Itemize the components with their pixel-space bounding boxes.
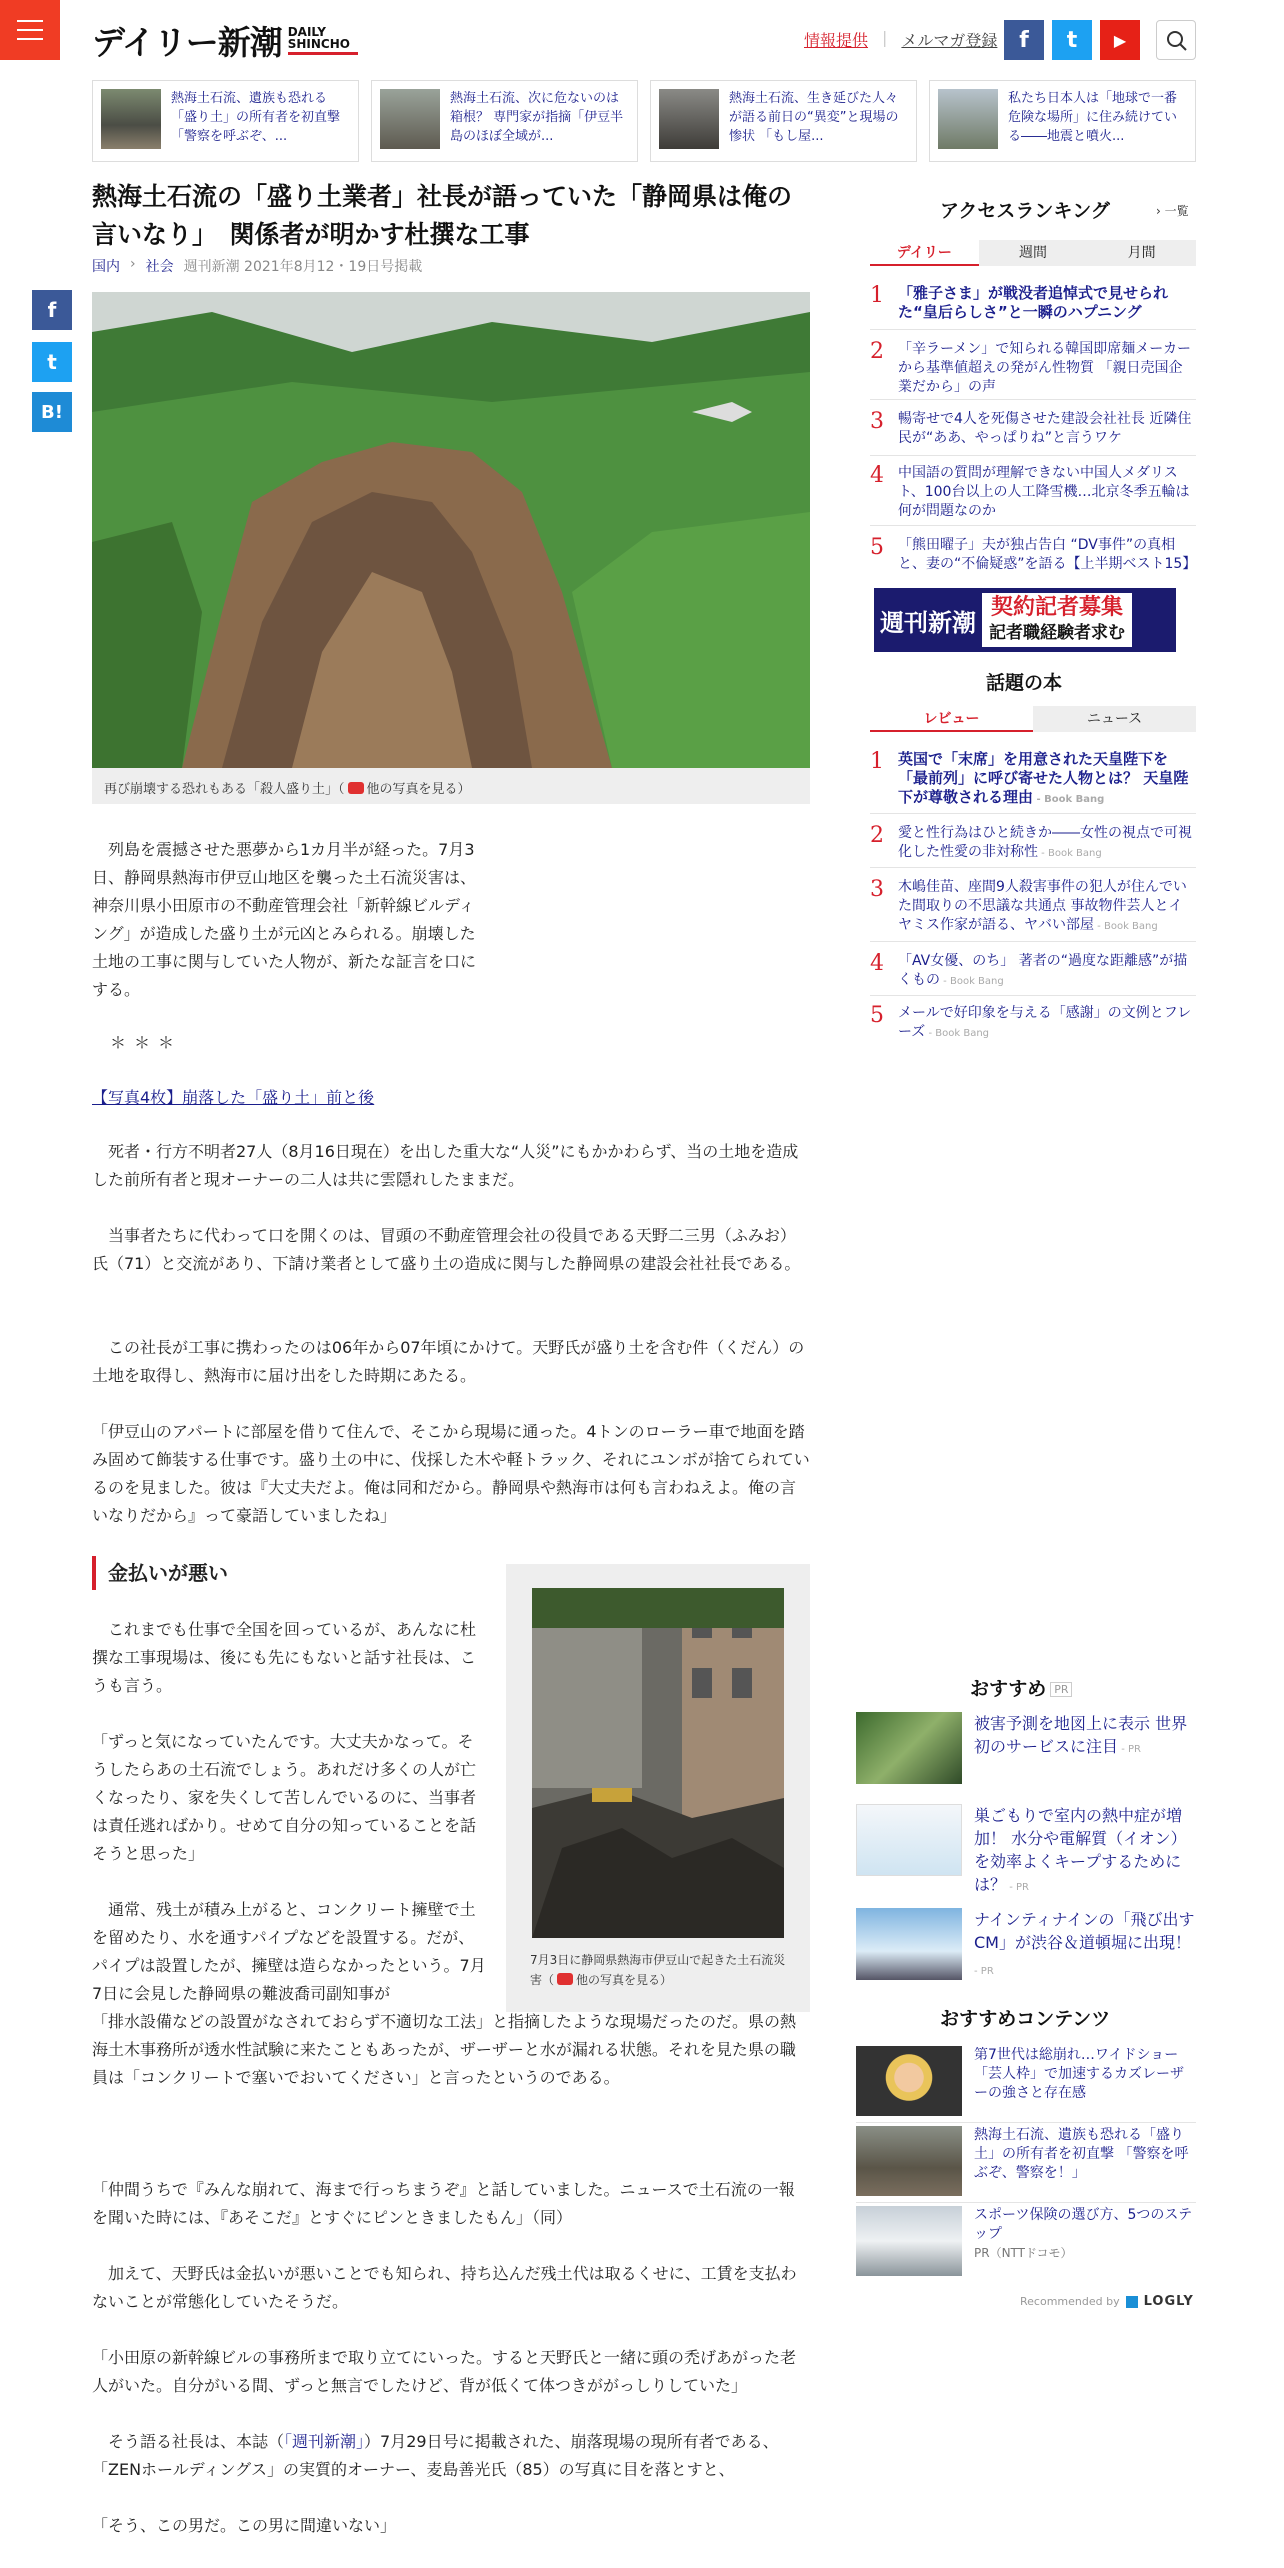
banner-sub: 記者職経験者求む xyxy=(989,623,1125,643)
related-card[interactable] xyxy=(650,80,917,162)
paragraph: 列島を震撼させた悪夢から1カ月半が経った。7月3日、静岡県熱海市伊豆山地区を襲った土石流災害は、神奈川県小田原市の不動産管理会社「新幹線ビルディング」が造成した盛り土が元凶とみられる。崩壊した土地の工事に関与していた人物が、新たな証言を口にする。 xyxy=(92,840,477,999)
banner-box xyxy=(982,593,1132,647)
rank-number: 3 xyxy=(870,409,884,434)
share-facebook-icon[interactable]: f xyxy=(32,290,72,330)
book-source: - Book Bang xyxy=(1033,794,1105,805)
recommend-item[interactable] xyxy=(856,1908,1196,1983)
rank-number: 5 xyxy=(870,535,884,560)
rank-title: 暢寄せで4人を死傷させた建設会社社長 近隣住民が“ああ、やっぱりね”と言うワケ xyxy=(898,411,1192,446)
paragraph: この社長が工事に携わったのは06年から07年頃にかけて。天野氏が盛り土を含む件（くだん）の土地を取得し、熱海市に届け出をした時期にあたる。 xyxy=(92,1338,805,1385)
camera-icon[interactable] xyxy=(348,782,364,794)
quote-paragraph: 「そう、この男だ。この男に間違いない」 xyxy=(92,2516,397,2535)
tab-weekly[interactable]: 週間 xyxy=(979,240,1088,266)
content-text: 熱海土石流、遺族も恐れる「盛り土」の所有者を初直撃 「警察を呼ぶぞ、警察を！」 xyxy=(974,2127,1189,2181)
menu-button[interactable] xyxy=(0,0,60,60)
article-meta xyxy=(92,256,422,276)
rank-title: 「熊田曜子」夫が独占告白 “DV事件”の真相と、妻の“不倫疑惑”を語る【上半期ベスト15】 xyxy=(898,537,1197,572)
recommend-text xyxy=(974,1804,1196,1899)
rec-title: 被害予測を地図上に表示 世界初のサービスに注目 xyxy=(974,1714,1188,1756)
book-title xyxy=(898,950,1196,995)
cont-title: スポーツ保険の選び方、5つのステップ xyxy=(974,2207,1193,2242)
logly-label: Recommended by xyxy=(1020,2295,1120,2308)
ranking-more-link[interactable] xyxy=(1156,202,1189,219)
menu-line xyxy=(17,38,43,40)
book-number: 4 xyxy=(870,951,884,976)
book-item[interactable] xyxy=(870,1002,1196,1048)
paragraph: 加えて、天野氏は金払いが悪いことでも知られ、持ち込んだ残土代は取るくせに、工賃を支払わないことが常態化していたそうだ。 xyxy=(92,2264,797,2311)
logly-credit[interactable] xyxy=(1020,2294,1194,2309)
chevron-right-icon: › xyxy=(1156,204,1165,218)
tip-link[interactable]: 情報提供 xyxy=(804,31,869,50)
tab-review[interactable]: レビュー xyxy=(870,706,1033,732)
rank-title: 中国語の質問が理解できない中国人メダリスト、100台以上の人工降雪機…北京冬季五輪は何が問題なのか xyxy=(898,465,1190,519)
banner-recruit: 契約記者募集 xyxy=(990,594,1123,620)
search-button[interactable] xyxy=(1156,20,1196,60)
book-item[interactable] xyxy=(870,748,1196,814)
article-title: 熱海土石流の「盛り土業者」社長が語っていた「静岡県は俺の言いなり」 関係者が明かす杜撰な工事 xyxy=(92,182,793,249)
related-card[interactable] xyxy=(92,80,359,162)
menu-line xyxy=(17,29,43,31)
book-source: - Book Bang xyxy=(1038,848,1102,859)
more-photos-link[interactable]: 他の写真を見る） xyxy=(366,782,471,797)
content-item[interactable] xyxy=(856,2206,1196,2282)
landslide-photo xyxy=(92,292,810,768)
rec-pr: - PR xyxy=(1006,1882,1029,1893)
related-title: 熱海土石流、次に危ないのは箱根？ 専門家が指摘「伊豆半島のほぼ全域が... xyxy=(450,91,624,144)
pr-badge: PR xyxy=(1050,1682,1072,1697)
book-text: 愛と性行為はひと続きか――女性の視点で可視化した性愛の非対称性 xyxy=(898,825,1192,860)
rec-title: ナインティナインの「飛び出すCM」が渋谷＆道頓堀に出現！ xyxy=(974,1910,1195,1952)
share-twitter-icon[interactable]: t xyxy=(32,342,72,382)
rec-pr: - PR xyxy=(974,1966,994,1977)
book-item[interactable] xyxy=(870,822,1196,868)
category-link[interactable]: 社会 xyxy=(145,259,174,275)
related-card[interactable] xyxy=(929,80,1196,162)
related-thumb xyxy=(101,89,161,149)
related-thumb xyxy=(380,89,440,149)
related-thumb xyxy=(659,89,719,149)
paragraph: 死者・行方不明者27人（8月16日現在）を出した重大な“人災”にもかかわらず、当の土地を造成した前所有者と現オーナーの二人は共に雲隠れしたままだ。 xyxy=(92,1142,799,1189)
inline-photo[interactable] xyxy=(506,1564,810,2012)
related-strip xyxy=(92,80,1196,162)
rank-number: 4 xyxy=(870,463,884,488)
content-item[interactable] xyxy=(856,2126,1196,2203)
quote-paragraph: 「ずっと気になっていたんです。大丈夫かなって。そうしたらあの土石流でしょう。あれだけ多くの人が亡くなったり、家を失くして苦しんでいるのに、当事者は責任逃ればかり。せめて自分の知っていることを話そうと思った」 xyxy=(92,1732,477,1863)
logly-brand: LOGLY xyxy=(1143,2294,1194,2309)
logly-logo-icon xyxy=(1126,2296,1138,2308)
category-link[interactable]: 国内 xyxy=(92,259,120,275)
logo-en xyxy=(288,26,358,55)
ranking-tabs xyxy=(870,240,1196,266)
photo-gallery-link[interactable]: 【写真4枚】崩落した「盛り土」前と後 xyxy=(92,1088,375,1107)
twitter-icon[interactable]: t xyxy=(1052,20,1092,60)
recommend-thumb xyxy=(856,1712,962,1784)
book-number: 2 xyxy=(870,823,884,848)
ranking-item[interactable] xyxy=(870,462,1196,526)
book-number: 3 xyxy=(870,877,884,902)
content-thumb xyxy=(856,2046,962,2116)
hero-caption xyxy=(92,768,810,804)
divider: | xyxy=(882,28,888,47)
book-number: 5 xyxy=(870,1003,884,1028)
rank-number: 1 xyxy=(870,283,884,308)
recommend-thumb xyxy=(856,1908,962,1980)
search-icon xyxy=(1157,21,1197,61)
chevron-right-icon: › xyxy=(130,256,136,272)
cont-pr: PR（NTTドコモ） xyxy=(974,2246,1073,2260)
text: そう語る社長は、本誌（ xyxy=(92,2432,285,2451)
tab-news[interactable]: ニュース xyxy=(1033,706,1196,732)
content-item[interactable] xyxy=(856,2046,1196,2123)
paragraph: 通常、残土が積み上がると、コンクリート擁壁で土を留めたり、水を通すパイプなどを設置する。だが、パイプは設置したが、擁壁は造らなかったという。7月7日に会見した静岡県の難波喬司副知事が xyxy=(92,1900,486,2003)
rank-title: 「雅子さま」が戦没者追悼式で見せられた“皇后らしさ”と一瞬のハプニング xyxy=(898,284,1169,321)
section-heading: 金払いが悪い xyxy=(92,1556,228,1590)
ranking-item[interactable] xyxy=(870,282,1196,330)
book-item[interactable] xyxy=(870,876,1196,942)
section-divider: ＊＊＊ xyxy=(110,1033,183,1052)
content-text: 第7世代は総崩れ…ワイドショー「芸人枠」で加速するカズレーザーの強さと存在感 xyxy=(974,2047,1184,2101)
caption-text: 再び崩壊する恐れもある「殺人盛り土」（ xyxy=(104,782,345,797)
mudflow-photo xyxy=(532,1588,784,1938)
book-text: 「AV女優、のち」 著者の“過度な距離感”が描くもの xyxy=(898,953,1188,988)
paragraph: これまでも仕事で全国を回っているが、あんなに杜撰な工事現場は、後にも先にもないと話す社長は、こうも言う。 xyxy=(92,1620,477,1695)
tab-monthly[interactable]: 月間 xyxy=(1087,240,1196,266)
site-logo[interactable] xyxy=(92,20,358,60)
recommend-item[interactable] xyxy=(856,1804,1196,1899)
book-text: 木嶋佳苗、座間9人殺害事件の犯人が住んでいた間取りの不思議な共通点 事故物件芸人とイヤミス作家が語る、ヤバい部屋 xyxy=(898,879,1187,933)
top-links xyxy=(804,28,997,51)
logo-jp: デイリー新潮 xyxy=(92,22,282,62)
recommend-title xyxy=(970,1674,1072,1701)
rank-title: 「辛ラーメン」で知られる韓国即席麺メーカーから基準値超えの発がん性物質 「親日売国企業だから」の声 xyxy=(898,341,1192,395)
book-source: - Book Bang xyxy=(925,1028,990,1039)
related-card[interactable] xyxy=(371,80,638,162)
camera-icon[interactable] xyxy=(557,1973,573,1985)
recommend-text xyxy=(974,1712,1196,1784)
facebook-icon[interactable]: f xyxy=(1004,20,1044,60)
content-text xyxy=(974,2206,1196,2276)
recommend-label: おすすめ xyxy=(970,1678,1047,1700)
youtube-icon[interactable]: ▶ xyxy=(1100,20,1140,60)
recommend-item[interactable] xyxy=(856,1712,1196,1784)
related-title: 私たち日本人は「地球で一番危険な場所」に住み続けている――地震と噴火... xyxy=(1008,91,1178,144)
book-title xyxy=(898,822,1196,867)
quote-paragraph: 「仲間うちで『みんな崩れて、海まで行っちまうぞ』と話していました。ニュースで土石流の一報を聞いた時には、『あそこだ』とすぐにピンときましたもん」（同） xyxy=(92,2180,795,2227)
issue-info: 週刊新潮 2021年8月12・19日号掲載 xyxy=(183,259,423,275)
ranking-item[interactable] xyxy=(870,408,1196,456)
rec-title: 巣ごもりで室内の熱中症が増加！ 水分や電解質（イオン）を効率よくキープするためには？ xyxy=(974,1806,1187,1894)
menu-line xyxy=(17,20,43,22)
book-text: 英国で「末席」を用意された天皇陛下を「最前列」に呼び寄せた人物とは？ 天皇陛下が尊敬される理由 xyxy=(898,750,1189,806)
content-thumb xyxy=(856,2126,962,2196)
newsletter-link[interactable]: メルマガ登録 xyxy=(901,31,998,50)
logo-bar xyxy=(288,52,358,55)
books-title: 話題の本 xyxy=(986,672,1063,694)
rec-pr: - PR xyxy=(1118,1744,1141,1755)
rank-number: 2 xyxy=(870,339,884,364)
more-label: 一覧 xyxy=(1164,204,1189,218)
content-thumb xyxy=(856,2206,962,2276)
recommend-thumb xyxy=(856,1804,962,1876)
inline-photo-caption xyxy=(530,1950,790,1990)
book-number: 1 xyxy=(870,749,884,774)
recommend-text xyxy=(974,1908,1196,1983)
more-photos-link[interactable]: 他の写真を見る） xyxy=(576,1973,673,1987)
paragraph: 当事者たちに代わって口を開くのは、冒頭の不動産管理会社の役員である天野二三男（ふみお）氏（71）と交流があり、下請け業者として盛り土の造成に関与した静岡県の建設会社社長である。 xyxy=(92,1226,801,1273)
related-title: 熱海土石流、遺族も恐れる「盛り土」の所有者を初直撃 「警察を呼ぶぞ、... xyxy=(171,91,341,144)
book-text: メールで好印象を与える「感謝」の文例とフレーズ xyxy=(898,1005,1192,1040)
related-title: 熱海土石流、生き延びた人々が語る前日の“異変”と現場の惨状 「もし屋... xyxy=(729,91,899,144)
recruit-banner[interactable] xyxy=(874,588,1176,652)
book-source: - Book Bang xyxy=(1094,921,1158,932)
logo-en-line1: DAILY xyxy=(287,24,326,39)
book-source: - Book Bang xyxy=(940,976,1004,987)
share-hatena-icon[interactable]: B! xyxy=(32,392,72,432)
hero-image[interactable] xyxy=(92,292,810,768)
book-item[interactable] xyxy=(870,950,1196,996)
paragraph xyxy=(92,2428,810,2484)
magazine-link[interactable]: 「週刊新潮」 xyxy=(284,2432,365,2451)
contents-title: おすすめコンテンツ xyxy=(940,2008,1111,2030)
book-title xyxy=(898,748,1196,813)
logo-en-line2: SHINCHO xyxy=(287,36,350,51)
caption-text: 7月3日に静岡県熱海市伊豆山で起きた土石流災害（ xyxy=(530,1953,786,1987)
tab-daily[interactable]: デイリー xyxy=(870,240,979,266)
paragraph: 「排水設備などの設置がなされておらず不適切な工法」と指摘したような現場だったのだ。県の熱海土木事務所が透水性試験に来たこともあったが、ザーザーと水が漏れる状態。それを見た県の職員は「コンクリートで塞いでおいてください」と言ったというのである。 xyxy=(92,2012,797,2087)
ranking-item[interactable] xyxy=(870,534,1196,580)
ranking-title: アクセスランキング xyxy=(940,200,1110,222)
books-tabs xyxy=(870,706,1196,732)
related-thumb xyxy=(938,89,998,149)
banner-magazine: 週刊新潮 xyxy=(880,607,976,637)
book-title xyxy=(898,1002,1196,1048)
quote-paragraph: 「小田原の新幹線ビルの事務所まで取り立てにいった。すると天野氏と一緒に頭の禿げあがった老人がいた。自分がいる間、ずっと無言でしたけど、背が低くて体つきががっしりしていた」 xyxy=(92,2348,797,2395)
text: ）7月29日号に掲載された、崩落現場の現所有者である、「ZENホールディングス」の実質的オーナー、麦島善光氏（85）の写真に目を落とすと、 xyxy=(92,2432,779,2479)
quote-paragraph: 「伊豆山のアパートに部屋を借りて住んで、そこから現場に通った。4トンのローラー車で地面を踏み固めて飾装する仕事です。盛り土の中に、伐採した木や軽トラック、それにユンボが捨てられているのを見ました。彼は『大丈夫だよ。俺は同和だから。静岡県や熱海市は何も言わねえよ。俺の言いなりだから』って豪語していましたね」 xyxy=(92,1422,810,1525)
ranking-item[interactable] xyxy=(870,338,1196,400)
book-title xyxy=(898,876,1196,941)
